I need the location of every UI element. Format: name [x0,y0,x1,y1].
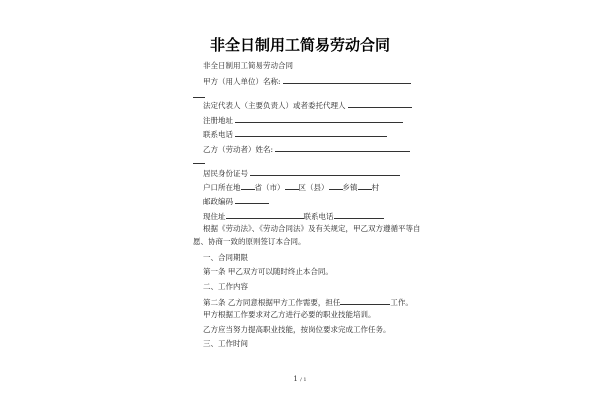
current-address-field[interactable] [226,210,304,219]
hukou-district-label: 区（县） [298,183,329,192]
reg-address-label: 注册地址 [203,116,233,125]
phone-a-row [203,128,387,140]
job-title-field[interactable] [340,296,390,305]
reg-address-row [203,114,403,126]
party-a-field[interactable] [283,75,411,84]
hukou-village-field[interactable] [358,181,372,190]
current-address-label: 现住址 [203,212,226,221]
legal-rep-field[interactable] [348,99,412,108]
party-a-field-cont[interactable] [193,89,205,98]
document-title: 非全日制用工简易劳动合同 [209,36,390,54]
reg-address-field[interactable] [235,114,403,123]
page-current: 1 [293,375,298,383]
preamble-line-2: 愿、协商一致的原则签订本合同。 [193,237,306,246]
party-b-label: 乙方（劳动者）姓名: [203,145,274,154]
party-a-label: 甲方（用人单位）名称: [203,77,281,86]
hukou-town-label: 乡镇 [342,183,358,192]
current-address-row [203,210,384,222]
legal-rep-label: 法定代表人（主要负责人）或者委托代理人 [203,101,346,110]
phone-a-label: 联系电话 [203,130,233,139]
page-number [0,375,600,383]
party-b-continuation [193,155,205,167]
postcode-field[interactable] [235,195,269,204]
phone-b-field[interactable] [334,210,384,219]
phone-b-label: 联系电话 [303,212,334,221]
hukou-row [203,181,379,193]
id-row [203,167,400,179]
id-label: 居民身份证号 [203,169,248,178]
article-2-prefix: 第二条 乙方同意根据甲方工作需要，担任 [203,298,341,307]
article-2-suffix: 工作。 [390,298,413,307]
id-field[interactable] [250,167,400,176]
party-a-row [203,75,411,87]
legal-rep-row [203,99,412,111]
postcode-label: 邮政编码 [203,197,233,206]
article-1: 第一条 甲乙双方可以随时终止本合同。 [203,267,333,276]
phone-a-field[interactable] [235,128,387,137]
hukou-prefix: 户口所在地 [203,183,241,192]
hukou-district-field[interactable] [285,181,299,190]
training-clause: 甲方根据工作要求对乙方进行必要的职业技能培训。 [203,310,376,319]
hukou-village-label: 村 [371,183,379,192]
party-b-row [203,143,410,155]
page-total: / 1 [300,377,307,383]
postcode-row [203,195,269,207]
article-2-row [203,296,413,308]
preamble-line-1: 根据《劳动法》、《劳动合同法》及有关规定，甲乙双方遵循平等自 [203,224,421,233]
duty-clause: 乙方应当努力提高职业技能，按岗位要求完成工作任务。 [203,325,391,334]
party-b-field[interactable] [275,143,410,152]
section-heading-3: 三、工作时间 [203,339,248,348]
hukou-province-field[interactable] [241,181,255,190]
hukou-town-field[interactable] [329,181,343,190]
document-subtitle: 非全日制用工简易劳动合同 [203,61,293,70]
party-b-field-cont[interactable] [193,155,205,164]
hukou-province-label: 省（市） [254,183,285,192]
section-heading-2: 二、工作内容 [203,282,248,291]
section-heading-1: 一、合同期限 [203,253,248,262]
